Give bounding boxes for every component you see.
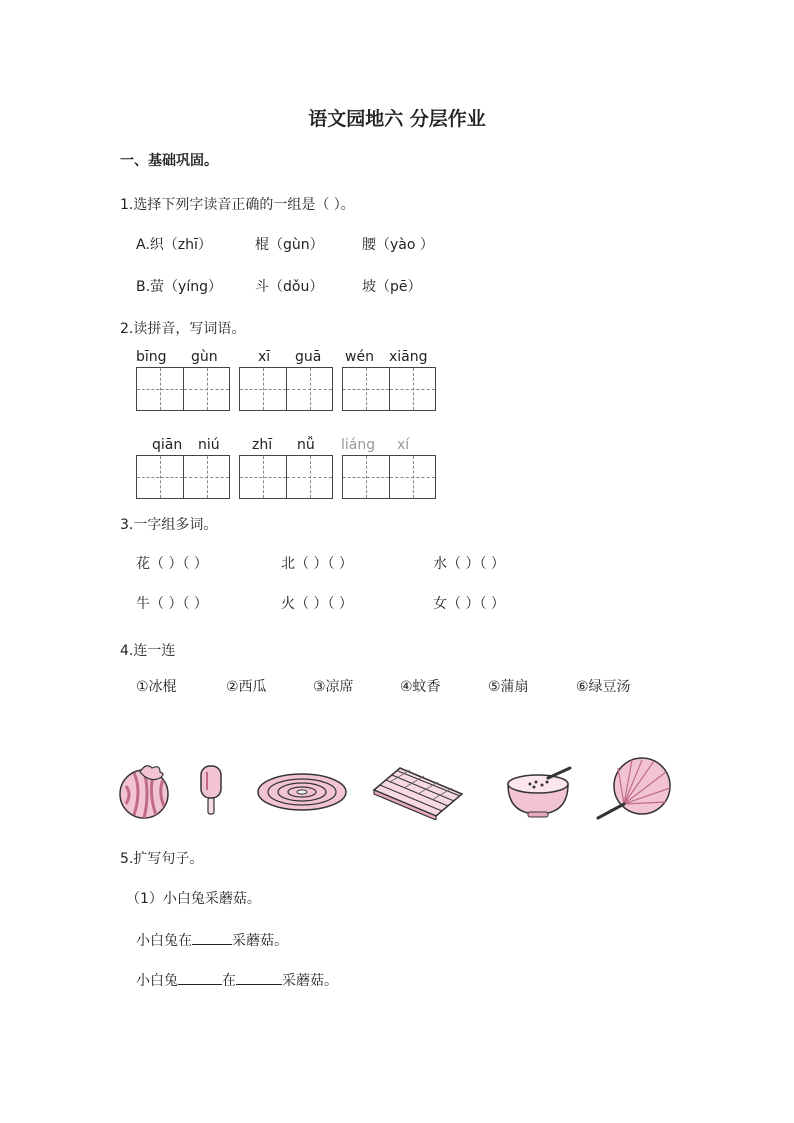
q1-option-a-3: 腰（yào ） xyxy=(362,237,434,253)
writing-cell[interactable] xyxy=(343,368,389,410)
q5-line2 xyxy=(136,970,338,990)
q1-option-b-3: 坡（pē） xyxy=(362,279,422,295)
popsicle-icon xyxy=(196,764,226,816)
q5-line1 xyxy=(136,930,288,950)
bamboo-mat-icon xyxy=(370,764,466,820)
q1-stem: 1.选择下列字读音正确的一组是（ ）。 xyxy=(120,197,355,213)
q3-item: 水（ ）（ ） xyxy=(433,556,505,572)
match-item: ④蚊香 xyxy=(400,679,441,695)
writing-grid[interactable] xyxy=(342,455,436,499)
q5-line2-c: 采蘑菇。 xyxy=(282,973,338,989)
q1-option-a-1: A.织（zhī） xyxy=(136,237,212,253)
writing-cell[interactable] xyxy=(286,456,332,498)
writing-grid[interactable] xyxy=(342,367,436,411)
q5-line1-a: 小白兔在 xyxy=(136,933,192,949)
mosquito-coil-icon xyxy=(256,772,348,812)
q5-sub1: （1）小白兔采蘑菇。 xyxy=(126,891,261,907)
q4-stem: 4.连一连 xyxy=(120,643,176,659)
pinyin: gùn xyxy=(191,349,218,365)
q1-option-b-2: 斗（dǒu） xyxy=(255,279,324,295)
q1-option-a-2: 棍（gùn） xyxy=(255,237,324,253)
pinyin: bīng xyxy=(136,349,167,365)
q5-line1-b: 采蘑菇。 xyxy=(232,933,288,949)
writing-cell[interactable] xyxy=(286,368,332,410)
pinyin: wén xyxy=(345,349,374,365)
pinyin: niú xyxy=(198,437,220,453)
q3-item: 北（ ）（ ） xyxy=(281,556,353,572)
writing-cell[interactable] xyxy=(137,368,183,410)
q3-item: 火（ ）（ ） xyxy=(281,596,353,612)
page-title: 语文园地六 分层作业 xyxy=(308,108,486,130)
pinyin: liáng xyxy=(341,437,376,453)
writing-grid[interactable] xyxy=(239,367,333,411)
match-item: ②西瓜 xyxy=(226,679,267,695)
q5-stem: 5.扩写句子。 xyxy=(120,851,204,867)
pinyin: xiāng xyxy=(389,349,428,365)
match-item: ⑥绿豆汤 xyxy=(576,679,631,695)
q3-item: 牛（ ）（ ） xyxy=(136,596,208,612)
q3-item: 花（ ）（ ） xyxy=(136,556,208,572)
q1-option-b-1: B.萤（yíng） xyxy=(136,279,222,295)
writing-cell[interactable] xyxy=(240,456,286,498)
pinyin: xī xyxy=(258,349,271,365)
answer-blank[interactable] xyxy=(178,970,222,985)
writing-cell[interactable] xyxy=(183,456,229,498)
pinyin: qiān xyxy=(152,437,183,453)
section-heading: 一、基础巩固。 xyxy=(120,153,218,169)
answer-blank[interactable] xyxy=(236,970,282,985)
writing-grid[interactable] xyxy=(239,455,333,499)
match-item: ⑤蒲扇 xyxy=(488,679,529,695)
answer-blank[interactable] xyxy=(192,930,232,945)
writing-cell[interactable] xyxy=(183,368,229,410)
pinyin: zhī xyxy=(252,437,273,453)
q5-line2-a: 小白兔 xyxy=(136,973,178,989)
writing-grid[interactable] xyxy=(136,367,230,411)
pinyin: nǚ xyxy=(297,437,315,453)
watermelon-icon xyxy=(116,760,176,820)
q5-line2-b: 在 xyxy=(222,973,236,989)
match-item: ③凉席 xyxy=(313,679,354,695)
q3-item: 女（ ）（ ） xyxy=(433,596,505,612)
match-item: ①冰棍 xyxy=(136,679,177,695)
writing-cell[interactable] xyxy=(240,368,286,410)
pinyin: guā xyxy=(295,349,322,365)
writing-cell[interactable] xyxy=(137,456,183,498)
writing-cell[interactable] xyxy=(389,368,435,410)
fan-icon xyxy=(594,756,674,822)
pinyin: xí xyxy=(397,437,410,453)
q3-stem: 3.一字组多词。 xyxy=(120,517,218,533)
writing-cell[interactable] xyxy=(389,456,435,498)
soup-bowl-icon xyxy=(504,766,576,818)
q2-stem: 2.读拼音，写词语。 xyxy=(120,321,246,337)
writing-grid[interactable] xyxy=(136,455,230,499)
writing-cell[interactable] xyxy=(343,456,389,498)
